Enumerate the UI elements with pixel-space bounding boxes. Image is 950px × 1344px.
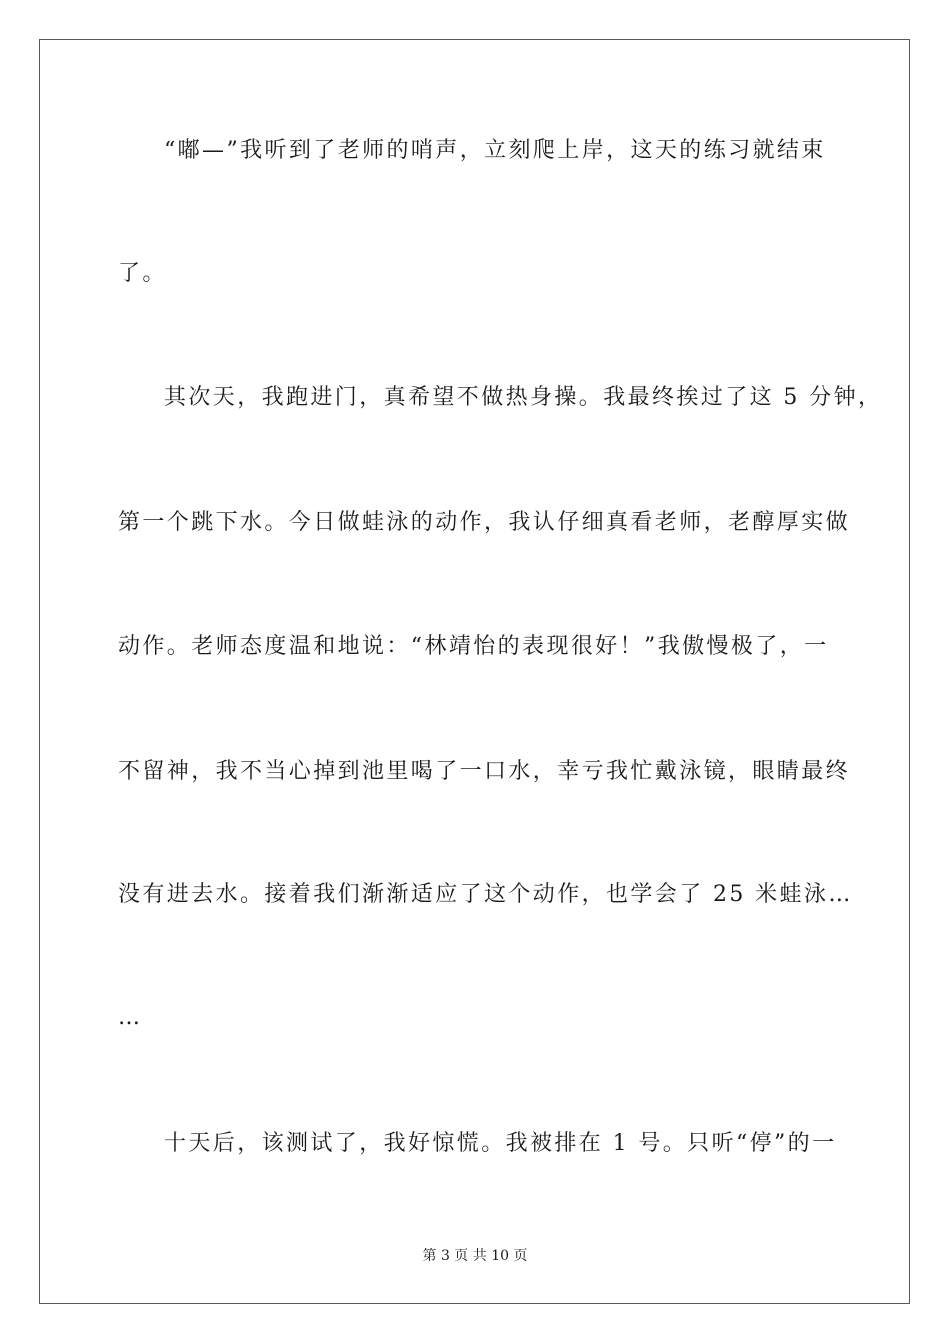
text-line-5: 动作。老师态度温和地说：“林靖怡的表现很好！”我傲慢极了，一 — [118, 634, 829, 659]
text-line-4: 第一个跳下水。今日做蛙泳的动作，我认仔细真看老师，老醇厚实做 — [118, 510, 851, 535]
text-line-8: … — [118, 1005, 143, 1030]
text-line-3: 其次天，我跑进门，真希望不做热身操。我最终挨过了这 5 分钟， — [164, 385, 883, 410]
text-line-2: 了。 — [118, 261, 167, 286]
page-frame — [39, 39, 910, 1304]
text-line-7: 没有进去水。接着我们渐渐适应了这个动作，也学会了 25 米蛙泳… — [118, 882, 853, 907]
text-line-1: “嘟—”我听到了老师的哨声，立刻爬上岸，这天的练习就结束 — [164, 138, 826, 163]
text-line-6: 不留神，我不当心掉到池里喝了一口水，幸亏我忙戴泳镜，眼睛最终 — [118, 759, 851, 784]
page-footer: 第 3 页 共 10 页 — [422, 1248, 528, 1264]
text-line-9: 十天后，该测试了，我好惊慌。我被排在 1 号。只听“停”的一 — [164, 1131, 837, 1156]
